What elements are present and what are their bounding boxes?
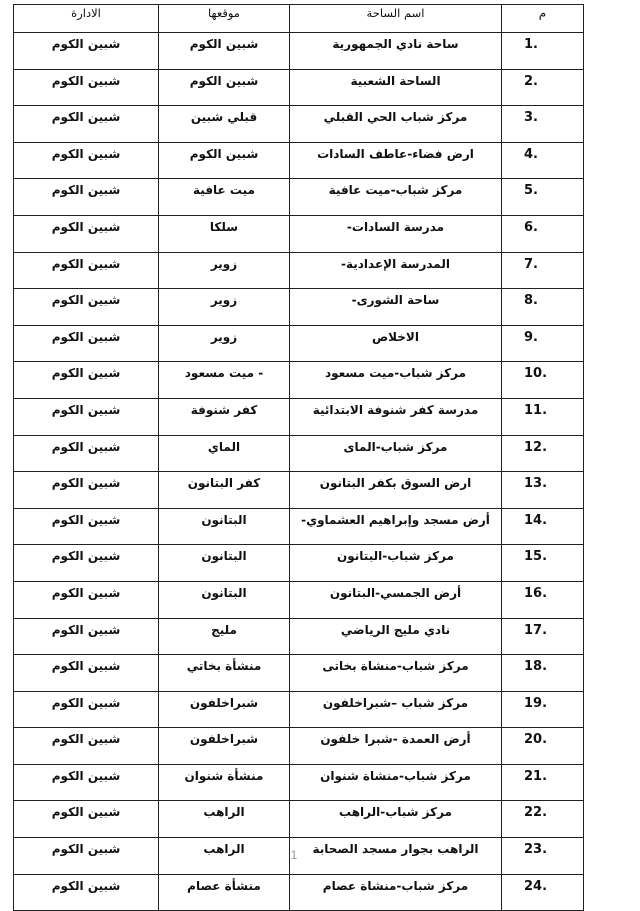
administration-cell: شبين الكوم	[14, 215, 159, 252]
table-row	[14, 179, 584, 216]
location-cell: الراهب	[159, 801, 290, 838]
location-cell: كفر شنوفة	[159, 398, 290, 435]
court-name-cell: ارض السوق بكفر البتانون	[290, 472, 502, 509]
court-name-cell: مدرسة السادات-	[290, 215, 502, 252]
administration-cell: شبين الكوم	[14, 655, 159, 692]
court-name-cell: المدرسة الإعدادية-	[290, 252, 502, 289]
table-row	[14, 252, 584, 289]
administration-cell: شبين الكوم	[14, 728, 159, 765]
row-number: .17	[502, 618, 584, 655]
table-row	[14, 874, 584, 911]
court-name-cell: ارض فضاء-عاطف السادات	[290, 142, 502, 179]
row-number: .20	[502, 728, 584, 765]
location-cell: زوير	[159, 325, 290, 362]
court-name-cell: مركز شباب-ميت عافية	[290, 179, 502, 216]
page-number: 1	[290, 848, 298, 862]
court-name-cell: مركز شباب-منشاة عصام	[290, 874, 502, 911]
row-number: .2	[502, 69, 584, 106]
administration-cell: شبين الكوم	[14, 33, 159, 70]
row-number: .9	[502, 325, 584, 362]
administration-cell: شبين الكوم	[14, 874, 159, 911]
table-row	[14, 289, 584, 326]
header-administration: الادارة	[14, 5, 159, 33]
table-row	[14, 728, 584, 765]
header-location: موقعها	[159, 5, 290, 33]
administration-cell: شبين الكوم	[14, 508, 159, 545]
row-number: .22	[502, 801, 584, 838]
table-row	[14, 801, 584, 838]
administration-cell: شبين الكوم	[14, 801, 159, 838]
table-body	[14, 33, 584, 911]
row-number: .23	[502, 838, 584, 875]
row-number: .14	[502, 508, 584, 545]
row-number: .16	[502, 581, 584, 618]
location-cell: زوير	[159, 289, 290, 326]
administration-cell: شبين الكوم	[14, 398, 159, 435]
header-number: م	[502, 5, 584, 33]
table-row	[14, 764, 584, 801]
location-cell: منشأة شنوان	[159, 764, 290, 801]
row-number: .12	[502, 435, 584, 472]
administration-cell: شبين الكوم	[14, 325, 159, 362]
row-number: .4	[502, 142, 584, 179]
table-row	[14, 398, 584, 435]
administration-cell: شبين الكوم	[14, 69, 159, 106]
administration-cell: شبين الكوم	[14, 764, 159, 801]
location-cell: منشأة عصام	[159, 874, 290, 911]
location-cell: الماي	[159, 435, 290, 472]
location-cell: شبراخلفون	[159, 691, 290, 728]
court-name-cell: ساحة نادي الجمهورية	[290, 33, 502, 70]
court-name-cell: مركز شباب-ميت مسعود	[290, 362, 502, 399]
table-row	[14, 142, 584, 179]
administration-cell: شبين الكوم	[14, 362, 159, 399]
row-number: .8	[502, 289, 584, 326]
court-name-cell: مركز شباب-البتانون	[290, 545, 502, 582]
row-number: .24	[502, 874, 584, 911]
row-number: .13	[502, 472, 584, 509]
row-number: .6	[502, 215, 584, 252]
court-name-cell: أرض العمدة -شبرا خلفون	[290, 728, 502, 765]
row-number: .5	[502, 179, 584, 216]
row-number: .11	[502, 398, 584, 435]
court-name-cell: مركز شباب-منشاة شنوان	[290, 764, 502, 801]
table-row	[14, 581, 584, 618]
location-cell: شبين الكوم	[159, 69, 290, 106]
header-court-name: اسم الساحة	[290, 5, 502, 33]
location-cell: سلكا	[159, 215, 290, 252]
administration-cell: شبين الكوم	[14, 691, 159, 728]
court-name-cell: الاخلاص	[290, 325, 502, 362]
location-cell: البتانون	[159, 508, 290, 545]
location-cell: منشأة بخاتي	[159, 655, 290, 692]
table-row	[14, 325, 584, 362]
courts-table	[13, 4, 584, 911]
location-cell: شبراخلفون	[159, 728, 290, 765]
court-name-cell: مركز شباب-منشاة بخاتى	[290, 655, 502, 692]
court-name-cell: مركز شباب-الماى	[290, 435, 502, 472]
table-header-row	[14, 5, 584, 33]
location-cell: شبين الكوم	[159, 142, 290, 179]
table-row	[14, 106, 584, 143]
row-number: .3	[502, 106, 584, 143]
table-row	[14, 691, 584, 728]
table-row	[14, 33, 584, 70]
court-name-cell: مركز شباب الحي القبلي	[290, 106, 502, 143]
table-row	[14, 655, 584, 692]
row-number: .21	[502, 764, 584, 801]
table-row	[14, 472, 584, 509]
administration-cell: شبين الكوم	[14, 435, 159, 472]
row-number: .1	[502, 33, 584, 70]
location-cell: - ميت مسعود	[159, 362, 290, 399]
court-name-cell: مركز شباب-الراهب	[290, 801, 502, 838]
court-name-cell: الساحة الشعبية	[290, 69, 502, 106]
administration-cell: شبين الكوم	[14, 252, 159, 289]
administration-cell: شبين الكوم	[14, 545, 159, 582]
row-number: .7	[502, 252, 584, 289]
table-row	[14, 362, 584, 399]
court-name-cell: الراهب بجوار مسجد الصحابة	[290, 838, 502, 875]
row-number: .19	[502, 691, 584, 728]
administration-cell: شبين الكوم	[14, 838, 159, 875]
location-cell: كفر البتانون	[159, 472, 290, 509]
court-name-cell: نادي مليج الرياضي	[290, 618, 502, 655]
location-cell: الراهب	[159, 838, 290, 875]
location-cell: البتانون	[159, 545, 290, 582]
location-cell: زوير	[159, 252, 290, 289]
location-cell: شبين الكوم	[159, 33, 290, 70]
administration-cell: شبين الكوم	[14, 618, 159, 655]
table-row	[14, 215, 584, 252]
administration-cell: شبين الكوم	[14, 289, 159, 326]
location-cell: البتانون	[159, 581, 290, 618]
table-row	[14, 435, 584, 472]
table-row	[14, 618, 584, 655]
administration-cell: شبين الكوم	[14, 179, 159, 216]
court-name-cell: مدرسة كفر شنوفة الابتدائية	[290, 398, 502, 435]
table-row	[14, 69, 584, 106]
administration-cell: شبين الكوم	[14, 472, 159, 509]
location-cell: ميت عافية	[159, 179, 290, 216]
location-cell: مليج	[159, 618, 290, 655]
court-name-cell: أرض الجمسي-البتانون	[290, 581, 502, 618]
court-name-cell: أرض مسجد وإبراهيم العشماوي-	[290, 508, 502, 545]
administration-cell: شبين الكوم	[14, 106, 159, 143]
row-number: .10	[502, 362, 584, 399]
administration-cell: شبين الكوم	[14, 581, 159, 618]
table-row	[14, 508, 584, 545]
row-number: .15	[502, 545, 584, 582]
administration-cell: شبين الكوم	[14, 142, 159, 179]
row-number: .18	[502, 655, 584, 692]
court-name-cell: مركز شباب –شبراخلفون	[290, 691, 502, 728]
location-cell: قبلي شبين	[159, 106, 290, 143]
table-row	[14, 545, 584, 582]
court-name-cell: ساحة الشورى-	[290, 289, 502, 326]
